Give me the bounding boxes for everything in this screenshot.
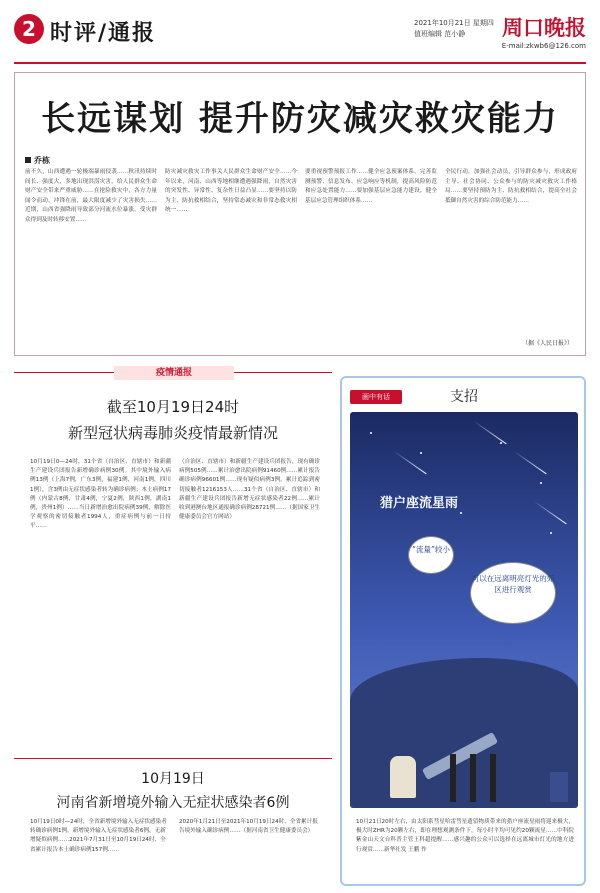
star-icon bbox=[370, 432, 372, 434]
article-column: 前不久，山西遭遇一轮极端暴雨侵袭……秋汛持续时间长、强度大，多地出现洪涝灾害，给人民群众生命财产安全带来严重威胁……在抢险救灾中，各方力量闻令而动、冲锋在前，最大限度减少了灾害损失……近期，山西省强降雨导致部分河流水位暴涨，受灾群众得到及时转移安置…… bbox=[25, 169, 157, 223]
hill-illustration bbox=[350, 658, 578, 808]
commentary-source: （据《人民日报》） bbox=[521, 340, 573, 347]
header-divider bbox=[14, 62, 586, 64]
commentary-article bbox=[14, 72, 586, 356]
meteor-icon bbox=[393, 451, 426, 475]
cartoon-tag: 画中有话 bbox=[350, 390, 402, 404]
page-number-badge: 2 bbox=[14, 14, 44, 44]
tripod-illustration bbox=[450, 754, 456, 802]
contact-email: E-mail:zkwb6@126.com bbox=[501, 42, 586, 50]
meteor-icon bbox=[473, 421, 506, 445]
henan-title-line2: 河南省新增境外输入无症状感染者6例 bbox=[56, 795, 290, 811]
person-illustration bbox=[390, 756, 416, 798]
building-illustration bbox=[550, 772, 568, 802]
speech-bubble: 可以在远离明亮灯光的郊区进行观赏 bbox=[470, 562, 556, 624]
article-column: 全民行动，加强社会动员，引导群众参与，形成政府主导、社会协同、公众参与的防灾减灾救灾工作格局……要坚持预防为主、防抗救相结合，提高全社会抵御自然灾害的综合防范能力…… bbox=[445, 169, 577, 204]
duty-editor: 值班编辑 范小静 bbox=[414, 30, 466, 38]
article-column: 要重视预警预报工作……健全应急预案体系，完善监测预警、信息发布、应急响应等机制，提高风险防范和应急处置能力……要加强基层应急能力建设，健全基层应急管理组织体系…… bbox=[305, 169, 437, 204]
epidemic-label: 疫情通报 bbox=[114, 366, 234, 380]
meteor-icon bbox=[533, 501, 566, 525]
cartoon-heading: 猎户座流星雨 bbox=[380, 496, 459, 511]
cartoon-title: 支招 bbox=[450, 389, 478, 405]
article-column: 2020年1月21日至2021年10月19日24时，全省累计报告境外输入确诊病例……（据河南省卫生健康委员会） bbox=[179, 819, 318, 835]
header-info bbox=[414, 18, 494, 40]
cartoon-caption: 10月21日20时左右，由太阳系彗星哈雷彗星遗留物质带来的猎户座流星雨将迎来极大，极大时ZHR为20颗左右，即在理想观测条件下，每小时平均可见约20颗流星……中科院紫金山天文台科普主管王科超提醒……感兴趣的公众可以选择在远离城市灯光的地方进行观赏……新华社发 王鹏 作 bbox=[356, 819, 574, 853]
commentary-byline: 乔栋 bbox=[25, 155, 50, 166]
star-icon bbox=[540, 482, 542, 484]
star-icon bbox=[420, 452, 422, 454]
issue-date: 2021年10月21日 星期四 bbox=[414, 19, 494, 27]
article-column: （自治区、直辖市）和新疆生产建设兵团报告，现有确诊病例505例……累计治愈出院病例91460例……累计报告确诊病例96601例……现有疑似病例3例。累计追踪到密切接触者1216153人……31个省（自治区、直辖市）和新疆生产建设兵团报告新增无症状感染者22例……累计收到港澳台地区通报确诊病例28721例……（据国家卫生健康委员会官方网站） bbox=[179, 459, 320, 521]
article-column: 10月19日0时—24时，全省新增境外输入无症状感染者转确诊病例1例，新增境外输入无症状感染者6例，无新增疑似病例……2021年7月31日至10月19日24时，全省累计报告本土确诊病例157例…… bbox=[30, 819, 167, 853]
newspaper-logo: 周口晚报 bbox=[502, 15, 586, 40]
henan-body bbox=[30, 818, 320, 880]
star-icon bbox=[500, 442, 502, 444]
star-icon bbox=[550, 532, 552, 534]
epidemic-report bbox=[14, 366, 332, 886]
commentary-headline: 长远谋划 提升防灾减灾救灾能力 bbox=[41, 99, 559, 139]
star-icon bbox=[460, 512, 462, 514]
cartoon-panel bbox=[340, 376, 586, 886]
section-title: 时评/通报 bbox=[50, 20, 157, 46]
speech-bubble: “流量”较小 bbox=[408, 536, 454, 574]
meteor-shower-cartoon bbox=[350, 412, 578, 808]
epidemic-title-line1: 截至10月19日24时 bbox=[106, 398, 240, 416]
section-rule bbox=[14, 758, 332, 759]
epidemic-body bbox=[30, 458, 320, 748]
meteor-icon bbox=[513, 451, 546, 475]
page-header bbox=[14, 12, 586, 64]
henan-title-line1: 10月19日 bbox=[141, 771, 205, 787]
epidemic-title-line2: 新型冠状病毒肺炎疫情最新情况 bbox=[67, 424, 278, 442]
article-column: 10月19日0—24时，31个省（自治区、直辖市）和新疆生产建设兵团报告新增确诊病例30例。其中境外输入病例13例（上海7例，广东3例，福建1例，河南1例，四川1例），含3例由无症状感染者转为确诊病例；本土病例17例（内蒙古8例，甘肃4例，宁夏2例，陕西1例，湖南1例，贵州1例）……当日新增治愈出院病例39例，解除医学观察的密切接触者1994人，重症病例与前一日持平…… bbox=[30, 459, 171, 530]
article-column: 防灾减灾救灾工作事关人民群众生命财产安全……今年以来，河南、山西等地相继遭遇强降雨，自然灾害的突发性、异常性、复杂性日益凸显……要坚持以防为主、防抗救相结合，坚持常态减灾和非常态救灾相统一…… bbox=[165, 169, 297, 214]
commentary-body bbox=[25, 168, 577, 350]
